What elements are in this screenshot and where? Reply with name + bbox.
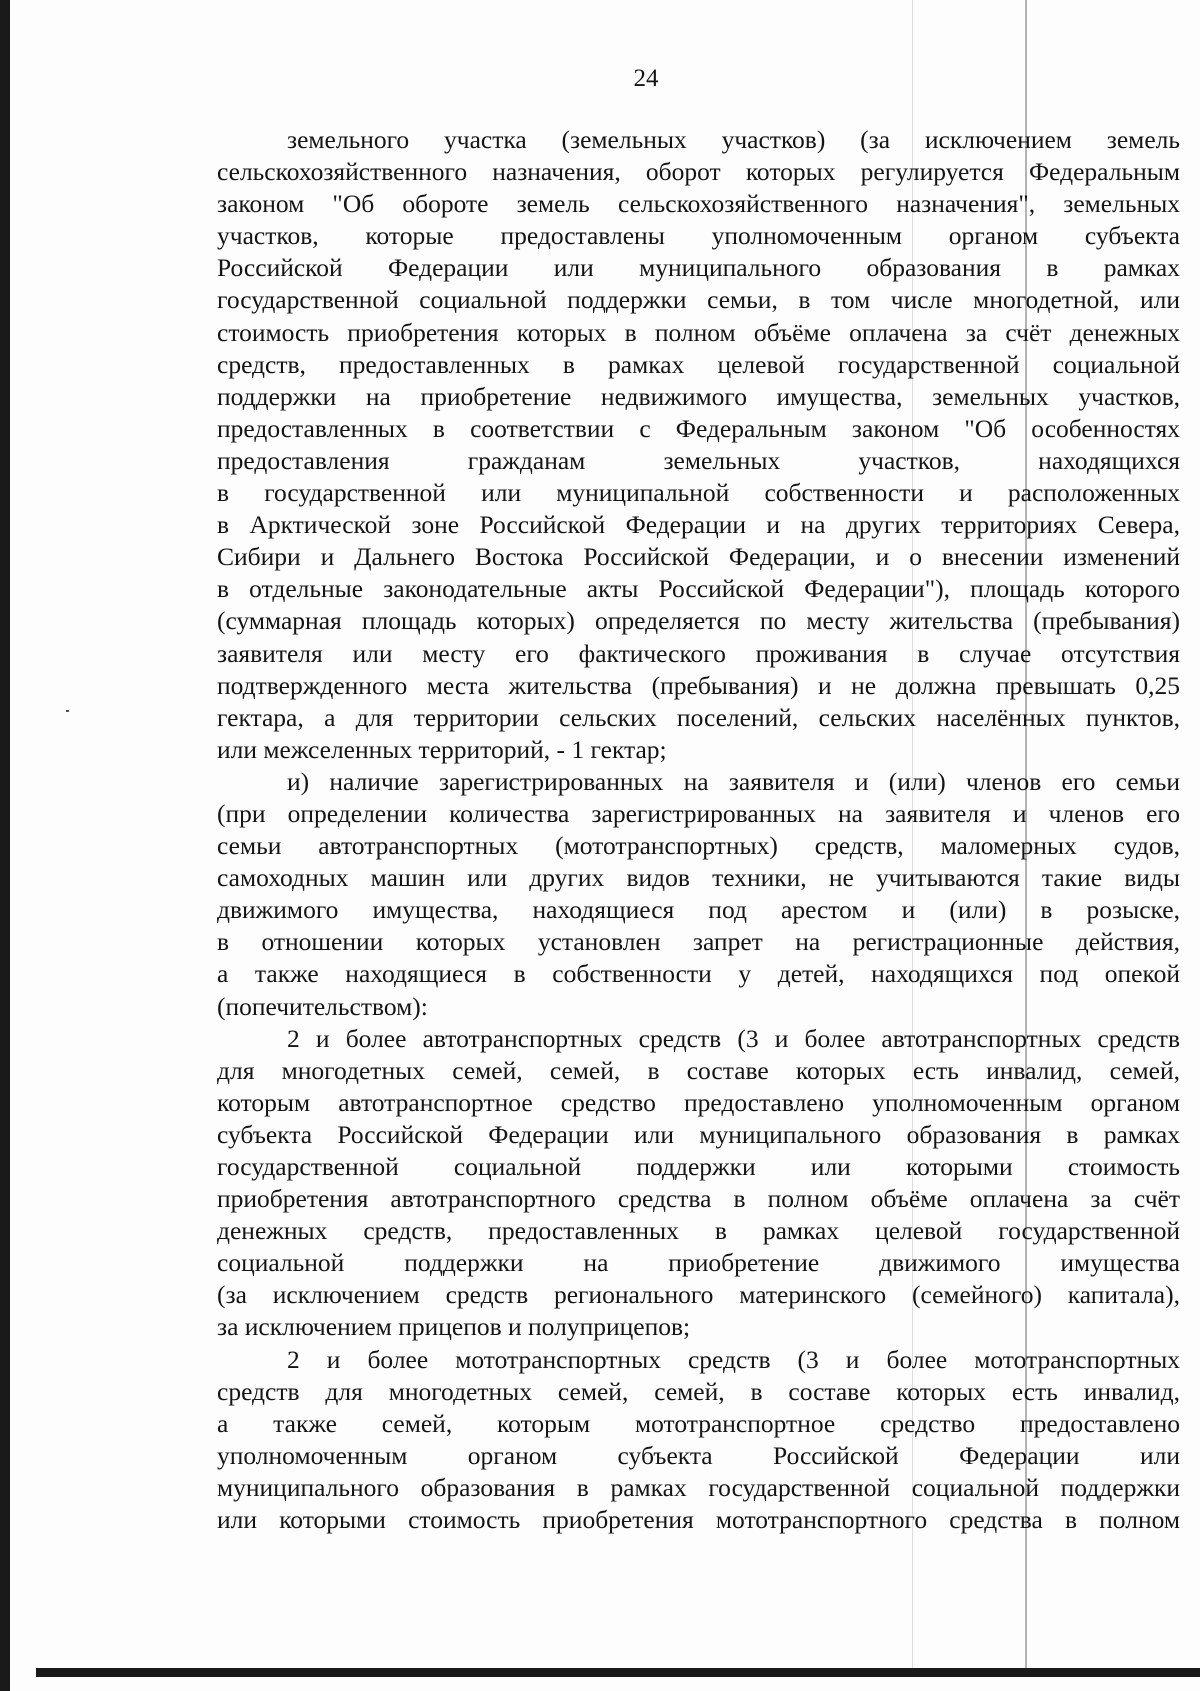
text-line: 2 и более автотранспортных средств (3 и более автотранспортных средств [287,1023,1180,1053]
text-line: и) наличие зарегистрированных на заявителя и (или) членов его семьи [287,766,1180,796]
text-line: Сибири и Дальнего Востока Российской Федерации, и о внесении изменений [217,542,1180,572]
text-line: за исключением прицепов и полуприцепов; [217,1312,691,1342]
text-line: государственной социальной поддержки семьи, в том числе многодетной, или [217,285,1180,315]
text-line: средств для многодетных семей, семей, в составе которых есть инвалид, [217,1376,1180,1406]
text-line: (за исключением средств регионального материнского (семейного) капитала), [217,1280,1180,1310]
text-line: или межселенных территорий, - 1 гектар; [217,734,667,764]
text-line: семьи автотранспортных (мототранспортных) средств, маломерных судов, [217,831,1180,861]
scan-speck [66,710,69,712]
text-line: движимого имущества, находящиеся под арестом и (или) в розыске, [217,895,1180,925]
text-line: в Арктической зоне Российской Федерации и на других территориях Севера, [217,510,1180,540]
text-line: 2 и более мототранспортных средств (3 и более мототранспортных [287,1344,1180,1374]
text-line: участков, которые предоставлены уполномоченным органом субъекта [217,221,1180,251]
text-line: денежных средств, предоставленных в рамках целевой государственной [217,1216,1180,1246]
text-line: а также находящиеся в собственности у детей, находящихся под опекой [217,959,1180,989]
text-line: законом "Об обороте земель сельскохозяйственного назначения", земельных [217,189,1180,219]
text-line: заявителя или месту его фактического проживания в случае отсутствия [217,638,1180,668]
text-line: средств, предоставленных в рамках целевой государственной социальной [217,349,1180,379]
text-line: для многодетных семей, семей, в составе которых есть инвалид, семей, [217,1055,1180,1085]
text-line: или которыми стоимость приобретения мототранспортного средства в полном [217,1505,1180,1535]
text-line: стоимость приобретения которых в полном объёме оплачена за счёт денежных [217,317,1180,347]
page-number: 24 [633,65,659,92]
scan-edge-left [0,0,10,1691]
text-line: Российской Федерации или муниципального образования в рамках [217,253,1180,283]
text-line: в отношении которых установлен запрет на регистрационные действия, [217,927,1180,957]
text-line: субъекта Российской Федерации или муниципального образования в рамках [217,1119,1180,1149]
text-line: уполномоченным органом субъекта Российской Федерации или [217,1440,1180,1470]
text-line: в отдельные законодательные акты Российской Федерации"), площадь которого [217,574,1180,604]
text-line: в государственной или муниципальной собственности и расположенных [217,478,1180,508]
text-line: государственной социальной поддержки или которыми стоимость [217,1152,1180,1181]
text-line: а также семей, которым мототранспортное средство предоставлено [217,1408,1180,1438]
text-line: гектара, а для территории сельских поселений, сельских населённых пунктов, [217,702,1180,732]
text-line: поддержки на приобретение недвижимого имущества, земельных участков, [217,381,1180,411]
text-line: предоставления гражданам земельных участков, находящихся [217,445,1180,475]
document-body [217,124,1180,1536]
text-line: подтвержденного места жительства (пребывания) и не должна превышать 0,25 [217,670,1180,700]
text-line: социальной поддержки на приобретение движимого имущества [217,1248,1180,1278]
text-line: (попечительством): [217,991,428,1021]
text-line: приобретения автотранспортного средства в полном объёме оплачена за счёт [217,1184,1180,1214]
text-line: которым автотранспортное средство предоставлено уполномоченным органом [217,1087,1180,1117]
text-line: сельскохозяйственного назначения, оборот которых регулируется Федеральным [217,157,1180,187]
text-line: земельного участка (земельных участков) (за исключением земель [287,125,1180,154]
text-line: (при определении количества зарегистрированных на заявителя и членов его [217,798,1180,828]
text-line: самоходных машин или других видов техники, не учитываются такие виды [217,863,1180,893]
text-line: муниципального образования в рамках государственной социальной поддержки [217,1472,1180,1502]
scan-edge-bottom [36,1668,1200,1677]
text-line: (суммарная площадь которых) определяется по месту жительства (пребывания) [217,606,1180,636]
text-line: предоставленных в соответствии с Федеральным законом "Об особенностях [217,413,1180,443]
